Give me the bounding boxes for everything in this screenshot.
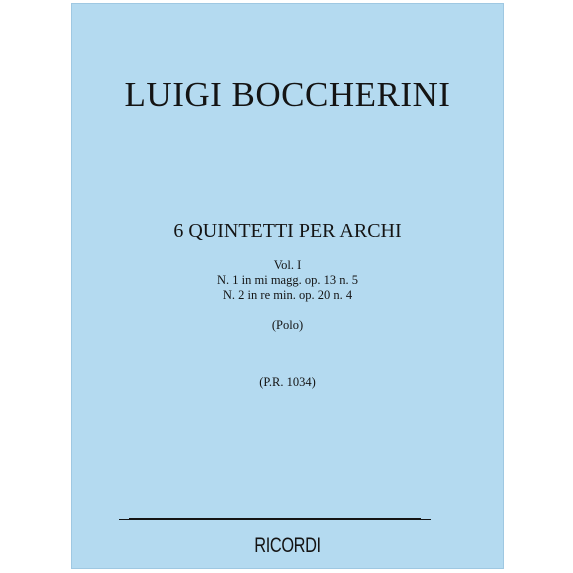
editor-name: (Polo)	[271, 318, 304, 332]
composer-name: LUIGI BOCCHERINI	[124, 75, 451, 114]
piece-1-label: N. 1 in mi magg. op. 13 n. 5	[217, 273, 358, 287]
volume-label: Vol. I	[273, 258, 302, 272]
divider-rule	[129, 518, 421, 520]
work-title: 6 QUINTETTI PER ARCHI	[173, 220, 402, 242]
publisher-name: RICORDI	[254, 534, 321, 557]
work-details	[72, 258, 503, 303]
piece-2-label: N. 2 in re min. op. 20 n. 4	[222, 288, 353, 302]
score-cover	[71, 3, 504, 569]
catalog-number: (P.R. 1034)	[259, 375, 316, 389]
